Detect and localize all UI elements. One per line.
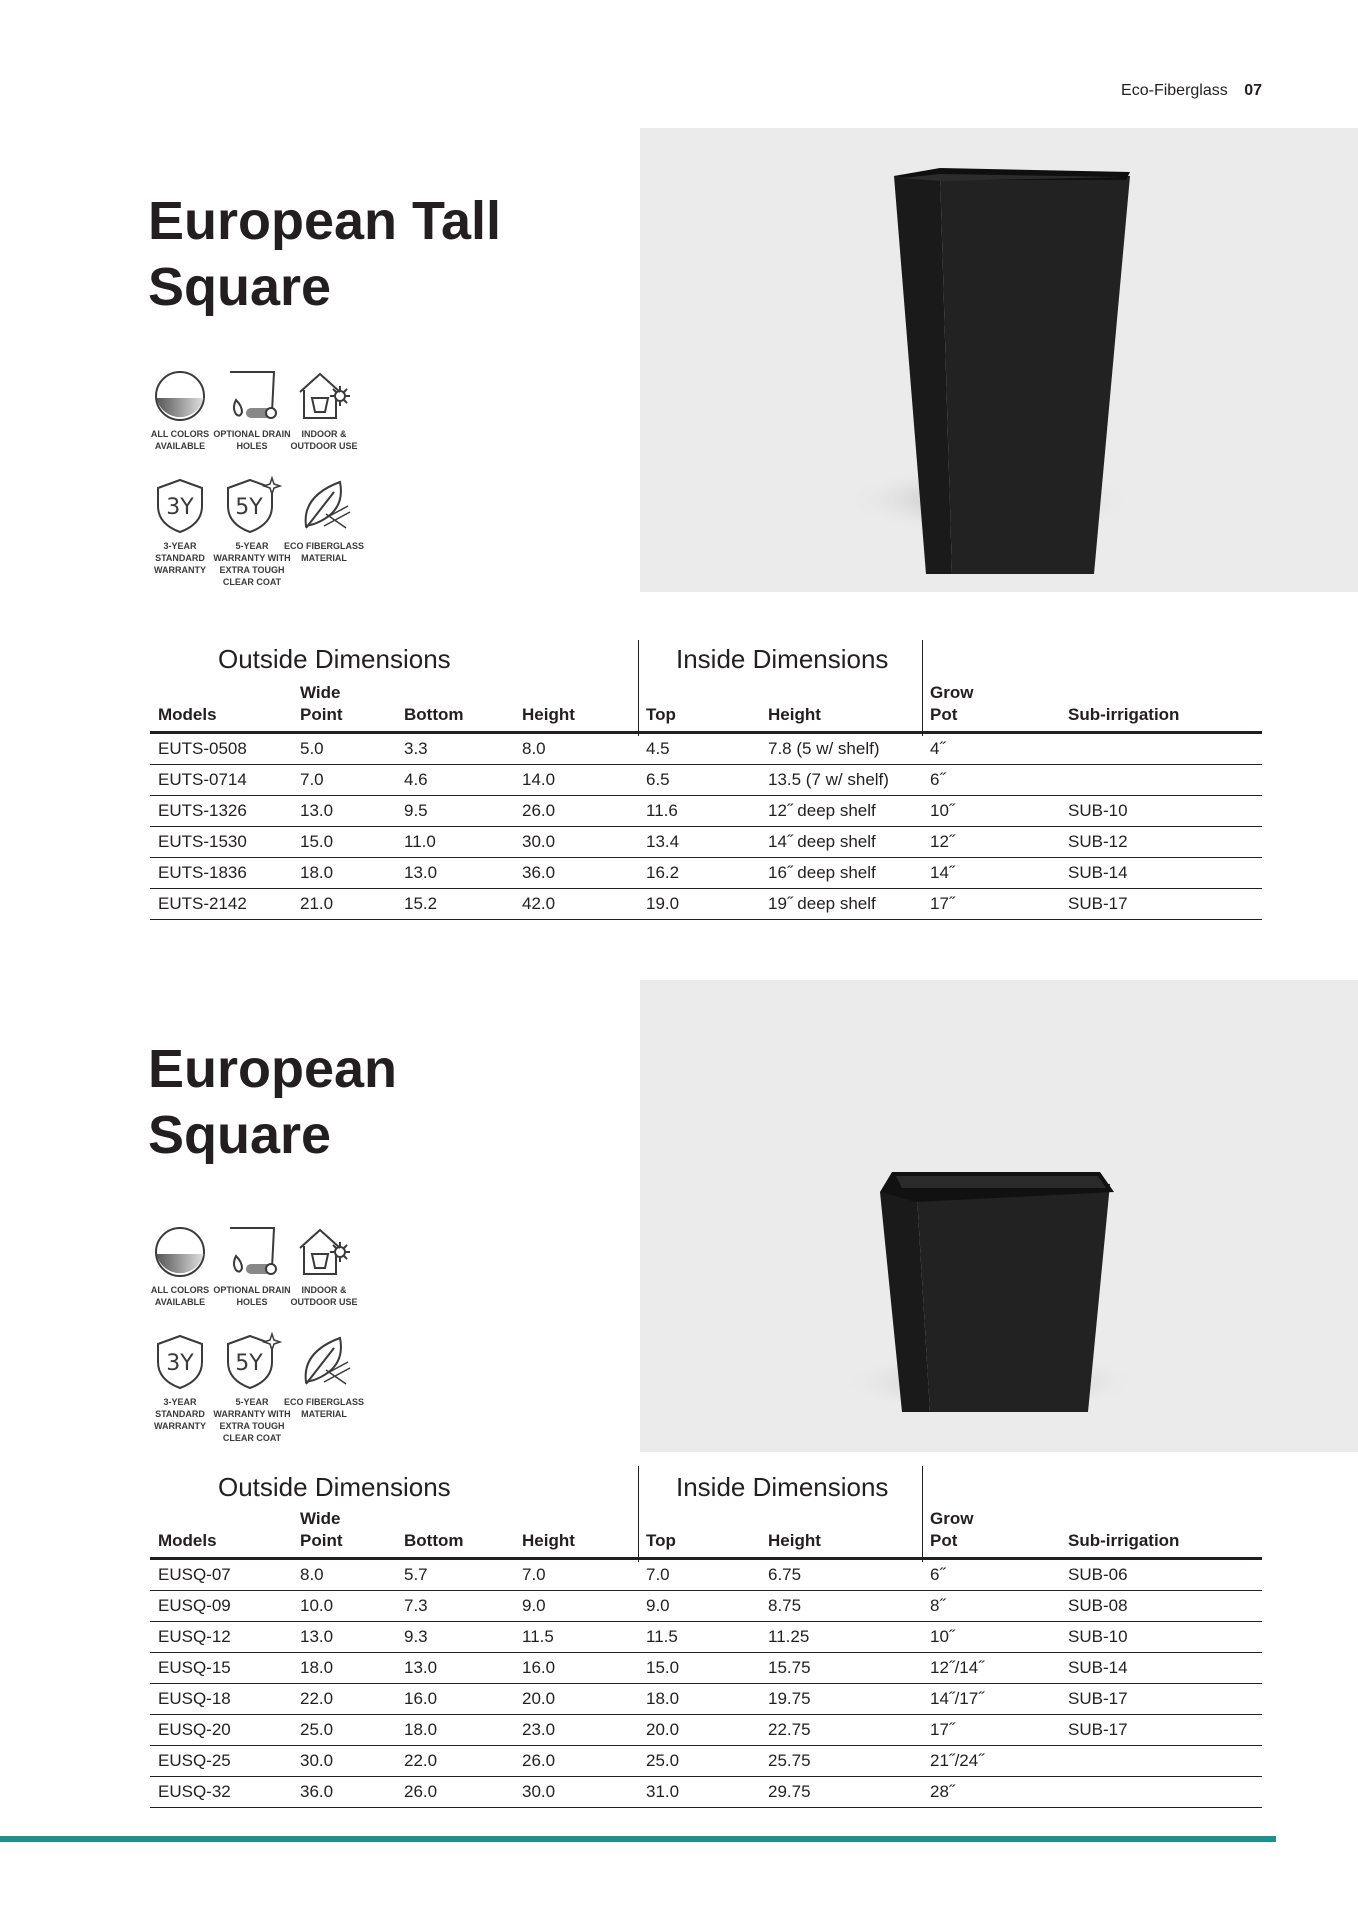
planter-image [640,980,1358,1452]
col-top: Top [638,1508,760,1559]
shield-3y-icon [152,1332,208,1392]
product-title: European Square [148,1039,398,1165]
table-header-row [150,1508,1262,1559]
col-wide-point: Wide Point [292,1508,396,1559]
svg-text:5Y: 5Y [235,1351,263,1376]
product-photo [640,980,1358,1452]
dimensions-table [150,682,1262,920]
table-row: EUSQ-07 8.0 5.7 7.0 7.0 6.75 6˝ SUB-06 [150,1559,1262,1591]
color-swatch-icon [152,1224,208,1280]
col-models: Models [150,1508,292,1559]
table-row: EUSQ-20 25.0 18.0 23.0 20.0 22.75 17˝ SUB-17 [150,1715,1262,1746]
feature-indoor-outdoor: INDOOR & OUTDOOR USE [284,368,364,452]
outside-dimensions-label: Outside Dimensions [218,1472,451,1502]
inside-dimensions-label: Inside Dimensions [676,644,889,674]
svg-text:5Y: 5Y [235,495,263,520]
feature-eco-material: ECO FIBERGLASS MATERIAL [284,476,364,564]
table-row: EUTS-1326 13.0 9.5 26.0 11.6 12˝ deep shelf 10˝ SUB-10 [150,796,1262,827]
feature-all-colors: ALL COLORS AVAILABLE [140,368,220,452]
feature-indoor-outdoor: INDOOR & OUTDOOR USE [284,1224,364,1308]
shield-3y-icon [152,476,208,536]
drain-icon [224,1224,280,1280]
table-row: EUTS-0714 7.0 4.6 14.0 6.5 13.5 (7 w/ shelf) 6˝ [150,765,1262,796]
drain-icon [224,368,280,424]
col-sub-irrigation: Sub-irrigation [1060,682,1262,733]
dimensions-table [150,1508,1262,1808]
col-grow-pot: Grow Pot [922,682,1060,733]
inside-dimensions-label: Inside Dimensions [676,1472,889,1502]
page-number: 07 [1244,82,1262,99]
feature-all-colors: ALL COLORS AVAILABLE [140,1224,220,1308]
table-header-row [150,682,1262,733]
feature-3yr-warranty: 3Y 3-YEAR STANDARD WARRANTY [140,1332,220,1432]
col-inside-height: Height [760,682,922,733]
running-header [1121,82,1262,100]
footer-accent-bar [0,1836,1276,1842]
svg-text:3Y: 3Y [166,495,194,520]
table-row: EUTS-0508 5.0 3.3 8.0 4.5 7.8 (5 w/ shelf) 4˝ [150,733,1262,765]
col-top: Top [638,682,760,733]
house-sun-icon [294,1224,354,1280]
table-row: EUTS-1836 18.0 13.0 36.0 16.2 16˝ deep shelf 14˝ SUB-14 [150,858,1262,889]
feature-drain-holes: OPTIONAL DRAIN HOLES [212,1224,292,1308]
col-bottom: Bottom [396,682,514,733]
col-height: Height [514,682,638,733]
col-sub-irrigation: Sub-irrigation [1060,1508,1262,1559]
product-photo [640,128,1358,592]
table-row: EUSQ-12 13.0 9.3 11.5 11.5 11.25 10˝ SUB-10 [150,1622,1262,1653]
col-wide-point: Wide Point [292,682,396,733]
table-row: EUSQ-09 10.0 7.3 9.0 9.0 8.75 8˝ SUB-08 [150,1591,1262,1622]
product-title: European Tall Square [148,191,502,317]
col-inside-height: Height [760,1508,922,1559]
table-row: EUTS-1530 15.0 11.0 30.0 13.4 14˝ deep shelf 12˝ SUB-12 [150,827,1262,858]
leaf-icon [296,1332,352,1392]
col-bottom: Bottom [396,1508,514,1559]
leaf-icon [296,476,352,536]
feature-5yr-warranty: 5Y 5-YEAR WARRANTY WITH EXTRA TOUGH CLEAR COAT [212,1332,292,1444]
svg-text:3Y: 3Y [166,1351,194,1376]
feature-3yr-warranty: 3Y 3-YEAR STANDARD WARRANTY [140,476,220,576]
table-row: EUSQ-18 22.0 16.0 20.0 18.0 19.75 14˝/17˝ SUB-17 [150,1684,1262,1715]
color-swatch-icon [152,368,208,424]
shield-5y-icon [222,1332,282,1392]
house-sun-icon [294,368,354,424]
col-grow-pot: Grow Pot [922,1508,1060,1559]
outside-dimensions-label: Outside Dimensions [218,644,451,674]
col-models: Models [150,682,292,733]
col-height: Height [514,1508,638,1559]
table-row: EUSQ-25 30.0 22.0 26.0 25.0 25.75 21˝/24˝ [150,1746,1262,1777]
section-name: Eco-Fiberglass [1121,82,1228,99]
shield-5y-icon [222,476,282,536]
feature-eco-material: ECO FIBERGLASS MATERIAL [284,1332,364,1420]
feature-5yr-warranty: 5Y 5-YEAR WARRANTY WITH EXTRA TOUGH CLEAR COAT [212,476,292,588]
table-row: EUSQ-32 36.0 26.0 30.0 31.0 29.75 28˝ [150,1777,1262,1808]
feature-drain-holes: OPTIONAL DRAIN HOLES [212,368,292,452]
planter-image [640,128,1358,592]
table-row: EUSQ-15 18.0 13.0 16.0 15.0 15.75 12˝/14˝ SUB-14 [150,1653,1262,1684]
table-row: EUTS-2142 21.0 15.2 42.0 19.0 19˝ deep shelf 17˝ SUB-17 [150,889,1262,920]
